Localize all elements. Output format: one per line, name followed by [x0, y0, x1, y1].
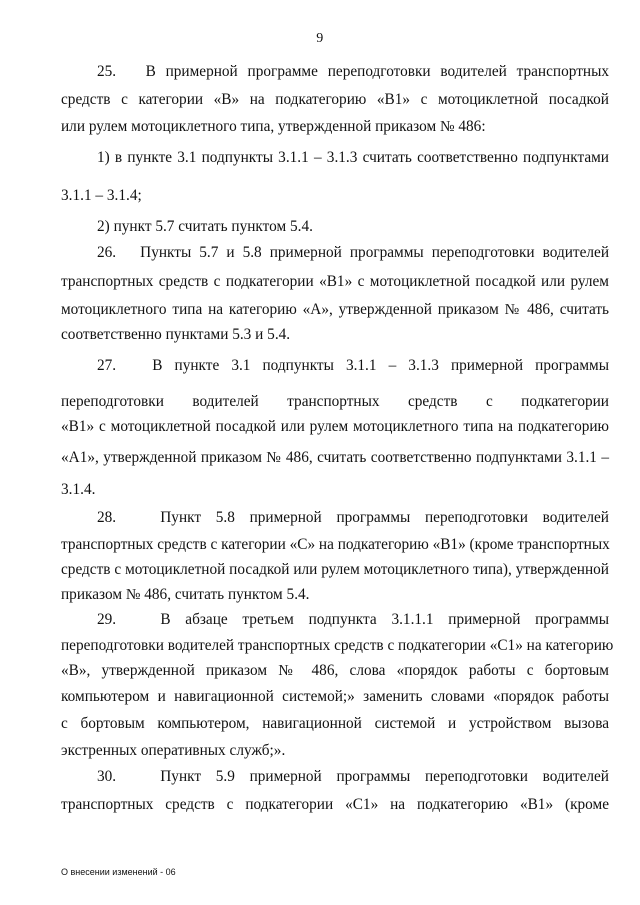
text-line: 3.1.4.: [61, 481, 96, 498]
text-line: «В», утвержденной приказом № 486, слова «порядок работы с бортовым: [61, 662, 609, 679]
text-line: переподготовки водителей транспортных средств с подкатегории «С1» на категорию: [61, 637, 614, 654]
text-line: 26. Пункты 5.7 и 5.8 примерной программы переподготовки водителей: [97, 244, 609, 261]
text-line: с бортовым компьютером, навигационной системой и устройством вызова: [61, 715, 609, 732]
text-line: переподготовки водителей транспортных средств с подкатегории: [61, 393, 609, 410]
text-line: 25. В примерной программе переподготовки водителей транспортных: [97, 63, 609, 80]
text-line: «А1», утвержденной приказом № 486, считать соответственно подпунктами 3.1.1 –: [61, 449, 609, 466]
text-line: транспортных средств с категории «С» на подкатегорию «В1» (кроме транспортных: [61, 536, 610, 553]
text-line: 30. Пункт 5.9 примерной программы переподготовки водителей: [97, 768, 609, 785]
text-line: экстренных оперативных служб;».: [61, 742, 286, 759]
text-line: мотоциклетного типа на категорию «А», утвержденной приказом № 486, считать: [61, 301, 609, 318]
text-line: соответственно пунктами 5.3 и 5.4.: [61, 326, 291, 343]
page-number: 9: [316, 31, 324, 46]
text-line: приказом № 486, считать пунктом 5.4.: [61, 586, 310, 603]
text-line: 28. Пункт 5.8 примерной программы переподготовки водителей: [97, 509, 609, 526]
text-line: компьютером и навигационной системой;» заменить словами «порядок работы: [61, 688, 609, 705]
text-line: транспортных средств с подкатегории «С1» на подкатегорию «В1» (кроме: [61, 796, 609, 813]
text-line: «В1» с мотоциклетной посадкой или рулем мотоциклетного типа на подкатегорию: [61, 418, 609, 435]
text-line: 2) пункт 5.7 считать пунктом 5.4.: [97, 218, 313, 235]
text-line: 3.1.1 – 3.1.4;: [61, 187, 142, 204]
text-line: средств с мотоциклетной посадкой или рулем мотоциклетного типа), утвержденной: [61, 561, 609, 578]
text-line: 29. В абзаце третьем подпункта 3.1.1.1 примерной программы: [97, 611, 609, 628]
text-line: 27. В пункте 3.1 подпункты 3.1.1 – 3.1.3 примерной программы: [97, 357, 609, 374]
text-line: транспортных средств с подкатегории «В1» с мотоциклетной посадкой или рулем: [61, 273, 609, 290]
footer-note: О внесении изменений - 06: [61, 867, 176, 877]
text-line: средств с категории «В» на подкатегорию «В1» с мотоциклетной посадкой: [61, 91, 609, 108]
text-line: или рулем мотоциклетного типа, утвержденной приказом № 486:: [61, 118, 486, 135]
text-line: 1) в пункте 3.1 подпункты 3.1.1 – 3.1.3 считать соответственно подпунктами: [97, 149, 609, 166]
